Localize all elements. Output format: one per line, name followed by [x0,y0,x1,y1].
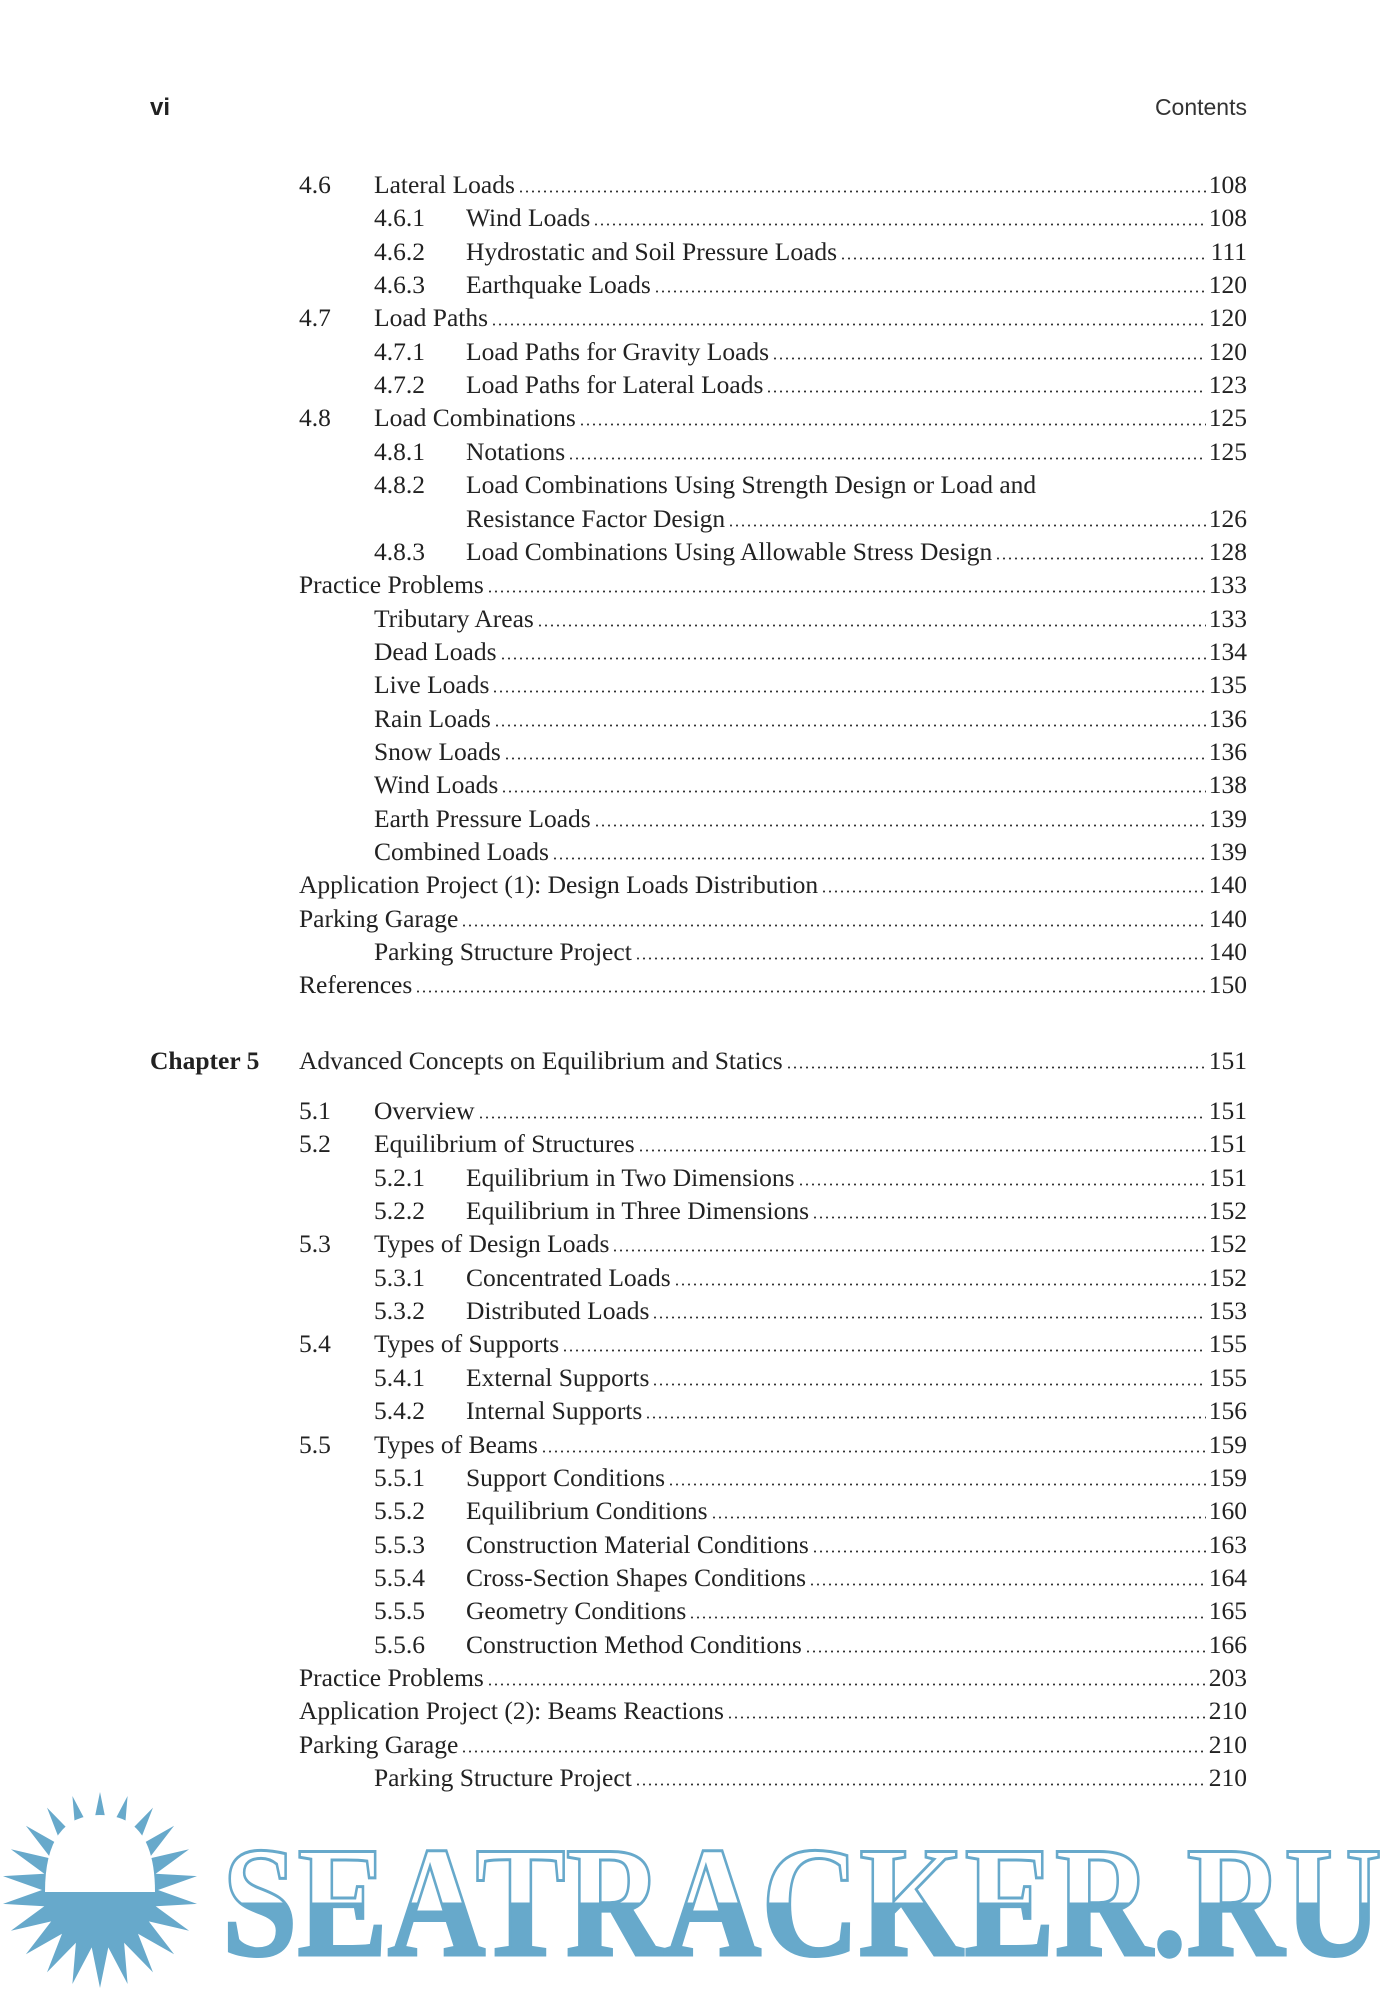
entry-title: Types of Supports [374,1329,560,1359]
toc-entry[interactable] [0,235,1400,268]
toc-entry[interactable] [0,1361,1400,1394]
chapter-5-heading[interactable] [0,1044,1400,1077]
section-number: 5.5.3 [374,1529,425,1559]
section-number: 5.3 [299,1229,331,1259]
section-number: 5.5.1 [374,1462,425,1492]
page-ref: 136 [1208,703,1247,733]
dot-leader [487,1683,1206,1686]
sun-icon [3,1792,197,1988]
page-ref: 133 [1208,570,1247,600]
page-ref: 111 [1210,236,1247,266]
page-ref: 155 [1208,1362,1247,1392]
entry-title: Practice Problems [299,570,484,600]
toc-entry[interactable] [0,935,1400,968]
page-ref: 165 [1208,1596,1247,1626]
page-ref: 126 [1208,503,1247,533]
dot-leader [537,624,1206,627]
entry-title: Notations [466,436,566,466]
svg-text:SEATRACKER.RU: SEATRACKER.RU [222,1815,1382,1990]
page-ref: 156 [1208,1396,1247,1426]
section-number: 4.8.3 [374,536,425,566]
toc-entry[interactable] [0,1494,1400,1527]
section-number: 5.3.2 [374,1296,425,1326]
toc-entry[interactable] [0,201,1400,234]
dot-leader [654,290,1206,293]
section-number: 5.2.1 [374,1162,425,1192]
dot-leader [638,1149,1206,1152]
toc-entry[interactable] [0,1628,1400,1661]
section-number: 5.3.1 [374,1262,425,1292]
entry-title: Concentrated Loads [466,1262,671,1292]
dot-leader [501,790,1205,793]
page-ref: 120 [1208,270,1247,300]
section-number: 4.6.1 [374,203,425,233]
dot-leader [518,190,1206,193]
toc-entry[interactable] [0,602,1400,635]
page-ref: 133 [1208,603,1247,633]
entry-title: Tributary Areas [374,603,534,633]
toc-entry[interactable] [0,768,1400,801]
toc-entry[interactable] [0,1728,1400,1761]
toc-entry[interactable] [0,368,1400,401]
entry-title: Wind Loads [466,203,591,233]
entry-title: Equilibrium Conditions [466,1496,708,1526]
dot-leader [612,1249,1205,1252]
entry-title: Construction Method Conditions [466,1629,802,1659]
dot-leader [652,1383,1205,1386]
section-number: 4.6.2 [374,236,425,266]
section-number: 5.4 [299,1329,331,1359]
page-ref: 164 [1208,1562,1247,1592]
watermark-logo [0,1790,1400,2000]
section-number: 5.5 [299,1429,331,1459]
page-ref: 140 [1208,870,1247,900]
dot-leader [766,390,1205,393]
toc-entry[interactable] [0,435,1400,468]
dot-leader [728,524,1206,527]
entry-title: External Supports [466,1362,650,1392]
page-ref: 108 [1208,203,1247,233]
section-number: 5.4.1 [374,1362,425,1392]
dot-leader [487,590,1206,593]
page-ref: 139 [1208,803,1247,833]
dot-leader [594,824,1206,827]
toc-entry[interactable] [0,902,1400,935]
toc-entry[interactable] [0,702,1400,735]
dot-leader [552,857,1206,860]
page-ref: 123 [1208,370,1247,400]
dot-leader [840,257,1208,260]
dot-leader [805,1650,1206,1653]
section-number: 4.7.2 [374,370,425,400]
toc-entry[interactable] [0,1694,1400,1727]
page-ref: 120 [1208,336,1247,366]
section-number: 4.7 [299,303,331,333]
page-ref: 151 [1208,1096,1247,1125]
page-ref: 140 [1208,903,1247,933]
section-number: 5.1 [299,1096,331,1125]
dot-leader [568,457,1206,460]
toc-entry[interactable] [0,1294,1400,1327]
entry-title: Combined Loads [374,837,549,866]
toc-entry[interactable] [0,1327,1400,1360]
page-ref: 210 [1208,1763,1247,1792]
toc-entry[interactable] [0,168,1400,201]
dot-leader [579,423,1206,426]
chapter-page: 151 [1208,1046,1247,1075]
dot-leader [798,1183,1206,1186]
page-ref: 125 [1208,436,1247,466]
entry-title: Resistance Factor Design [466,503,726,533]
entry-title: Cross-Section Shapes Conditions [466,1562,807,1592]
page-ref: 140 [1208,937,1247,967]
toc-entry[interactable] [0,735,1400,768]
dot-leader [500,657,1206,660]
page-ref: 135 [1208,670,1247,700]
dot-leader [461,924,1205,927]
entry-title: Parking Structure Project [374,937,632,967]
entry-title: Earthquake Loads [466,270,651,300]
dot-leader [812,1216,1206,1219]
dot-leader [491,323,1206,326]
toc-entry[interactable] [0,535,1400,568]
entry-title: Geometry Conditions [466,1596,687,1626]
dot-leader [494,724,1206,727]
section-number: 5.5.2 [374,1496,425,1526]
toc-entry[interactable] [0,1661,1400,1694]
section-number: 5.5.5 [374,1596,425,1626]
dot-leader [635,957,1206,960]
entry-title: Dead Loads [374,636,497,666]
entry-title: Equilibrium in Three Dimensions [466,1196,810,1226]
entry-title: Construction Material Conditions [466,1529,809,1559]
entry-title: Live Loads [374,670,490,700]
section-number: 4.8.2 [374,470,425,500]
dot-leader [727,1716,1206,1719]
running-title: Contents [1154,94,1247,120]
toc-entry[interactable] [0,1194,1400,1227]
toc-entry[interactable] [0,301,1400,334]
toc-entry[interactable] [0,868,1400,901]
chapter-title: Advanced Concepts on Equilibrium and Statics [299,1046,783,1075]
page-ref: 159 [1208,1429,1247,1459]
page-ref: 153 [1208,1296,1247,1326]
section-number: 4.6.3 [374,270,425,300]
entry-title: Parking Garage [299,1729,459,1759]
toc-entry[interactable] [0,1127,1400,1160]
entry-title: Load Combinations Using Strength Design or Load and [466,470,1037,500]
page-ref: 163 [1208,1529,1247,1559]
chapter-label: Chapter 5 [150,1046,260,1075]
entry-title: References [299,970,413,1000]
toc-entry[interactable] [0,468,1400,501]
section-number: 4.6 [299,170,331,199]
toc-entry[interactable] [0,1461,1400,1494]
dot-leader [809,1583,1206,1586]
entry-title: Load Combinations [374,403,576,433]
toc-entry[interactable] [0,268,1400,301]
toc-entry[interactable] [0,502,1400,535]
dot-leader [689,1616,1205,1619]
entry-title: Earth Pressure Loads [374,803,591,833]
dot-leader [541,1450,1206,1453]
page-ref: 138 [1208,770,1247,800]
toc-entry[interactable] [0,1528,1400,1561]
entry-title: Application Project (2): Beams Reactions [299,1696,724,1726]
entry-title: Snow Loads [374,736,501,766]
dot-leader [593,223,1205,226]
toc-entry[interactable] [0,1227,1400,1260]
toc-entry[interactable] [0,335,1400,368]
dot-leader [492,690,1205,693]
page-ref: 203 [1208,1662,1247,1692]
page-ref: 159 [1208,1462,1247,1492]
entry-title: Application Project (1): Design Loads Distribution [299,870,819,900]
section-number: 4.7.1 [374,336,425,366]
toc-entry[interactable] [0,835,1400,868]
section-number: 5.2 [299,1129,331,1159]
page-ref: 136 [1208,736,1247,766]
entry-title: Types of Beams [374,1429,538,1459]
page-ref: 152 [1208,1262,1247,1292]
dot-leader [562,1349,1206,1352]
page-ref: 210 [1208,1696,1247,1726]
page-ref: 210 [1208,1729,1247,1759]
page-ref: 150 [1208,970,1247,1000]
dot-leader [461,1750,1205,1753]
entry-title: Lateral Loads [374,170,515,199]
section-number: 5.2.2 [374,1196,425,1226]
section-number: 4.8.1 [374,436,425,466]
page-ref: 151 [1208,1129,1247,1159]
page-number: vi [150,94,171,121]
dot-leader [652,1316,1205,1319]
dot-leader [504,757,1206,760]
dot-leader [772,357,1206,360]
toc-entry[interactable] [0,1594,1400,1627]
toc-entry[interactable] [0,1394,1400,1427]
entry-title: Parking Garage [299,903,459,933]
section-number: 5.5.6 [374,1629,425,1659]
entry-title: Equilibrium of Structures [374,1129,635,1159]
dot-leader [995,557,1205,560]
toc-entry[interactable] [0,635,1400,668]
dot-leader [821,890,1206,893]
page-ref: 152 [1208,1196,1247,1226]
page-ref: 152 [1208,1229,1247,1259]
toc-entry[interactable] [0,568,1400,601]
toc-entry[interactable] [0,668,1400,701]
page-ref: 151 [1208,1162,1247,1192]
toc-entry[interactable] [0,1161,1400,1194]
page-ref: 160 [1208,1496,1247,1526]
page-ref: 108 [1208,170,1247,199]
page-ref: 166 [1208,1629,1247,1659]
page-ref: 134 [1208,636,1247,666]
toc-entry[interactable] [0,1561,1400,1594]
dot-leader [415,990,1205,993]
entry-title: Wind Loads [374,770,499,800]
dot-leader [635,1783,1206,1786]
entry-title: Hydrostatic and Soil Pressure Loads [466,236,838,266]
entry-title: Load Paths for Lateral Loads [466,370,764,400]
page-ref: 139 [1208,837,1247,866]
entry-title: Rain Loads [374,703,491,733]
dot-leader [668,1483,1206,1486]
entry-title: Load Paths [374,303,489,333]
entry-title: Practice Problems [299,1662,484,1692]
toc-entry[interactable] [0,968,1400,1001]
toc-entry[interactable] [0,1261,1400,1294]
entry-title: Distributed Loads [466,1296,650,1326]
entry-title: Types of Design Loads [374,1229,610,1259]
section-number: 5.4.2 [374,1396,425,1426]
toc-entry[interactable] [0,802,1400,835]
section-number: 4.8 [299,403,331,433]
entry-title: Overview [374,1096,475,1125]
dot-leader [812,1550,1206,1553]
toc-entry[interactable] [0,1428,1400,1461]
toc-entry[interactable] [0,401,1400,434]
dot-leader [674,1283,1206,1286]
entry-title: Parking Structure Project [374,1763,632,1792]
entry-title: Load Paths for Gravity Loads [466,336,770,366]
dot-leader [645,1416,1205,1419]
entry-title: Load Combinations Using Allowable Stress Design [466,536,993,566]
dot-leader [711,1516,1206,1519]
dot-leader [478,1116,1206,1119]
entry-title: Internal Supports [466,1396,643,1426]
entry-title: Support Conditions [466,1462,666,1492]
page-ref: 128 [1208,536,1247,566]
entry-title: Equilibrium in Two Dimensions [466,1162,795,1192]
page-ref: 120 [1208,303,1247,333]
section-number: 5.5.4 [374,1562,425,1592]
page-ref: 125 [1208,403,1247,433]
dot-leader [786,1066,1206,1069]
page-ref: 155 [1208,1329,1247,1359]
toc-entry[interactable] [0,1094,1400,1127]
